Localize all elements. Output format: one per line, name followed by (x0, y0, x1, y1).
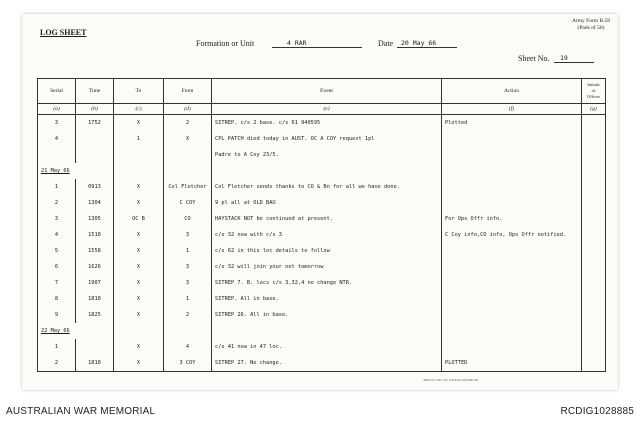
col-letter-a: (a) (38, 104, 76, 115)
date-underline (397, 47, 457, 48)
log-row (38, 355, 606, 372)
cell-serial (38, 147, 76, 163)
cell-action: PLOTTED (442, 355, 582, 372)
log-row (38, 211, 606, 227)
log-row (38, 147, 606, 163)
col-action-header: Action (442, 79, 582, 104)
date-divider: 21 May 66 (38, 163, 114, 179)
cell-to: X (114, 339, 164, 355)
cell-from: 3 COY (164, 355, 212, 372)
cell-time: 1626 (76, 259, 114, 275)
cell-serial: 6 (38, 259, 76, 275)
cell-to: X (114, 195, 164, 211)
col-initials-header: Initials of Officer (582, 79, 606, 104)
sheet-value: 19 (560, 54, 568, 62)
cell-initials (582, 195, 606, 211)
army-form-label (572, 18, 610, 32)
footer-record-id: RCDIG1028885 (560, 406, 634, 417)
cell-action (442, 339, 582, 355)
empty-cell (582, 323, 606, 339)
cell-initials (582, 227, 606, 243)
date-divider-row (38, 323, 606, 339)
cell-from: 1 (164, 243, 212, 259)
cell-time (76, 131, 114, 147)
cell-initials (582, 179, 606, 195)
cell-serial: 4 (38, 227, 76, 243)
empty-cell (164, 163, 212, 179)
cell-from: 2 (164, 115, 212, 132)
cell-event: SITREP 26. All in base. (212, 307, 442, 323)
cell-action (442, 179, 582, 195)
cell-time: 1305 (76, 211, 114, 227)
formation-label: Formation or Unit (196, 39, 255, 48)
formation-value: 4 RAR (287, 39, 307, 47)
cell-action (442, 275, 582, 291)
formation-underline (272, 47, 362, 48)
log-row (38, 259, 606, 275)
cell-to: 1 (114, 131, 164, 147)
log-row (38, 339, 606, 355)
cell-to: X (114, 275, 164, 291)
cell-action: For Ops Offr info. (442, 211, 582, 227)
log-table (37, 78, 606, 372)
cell-action (442, 307, 582, 323)
cell-serial: 5 (38, 243, 76, 259)
cell-initials (582, 355, 606, 372)
log-row (38, 291, 606, 307)
empty-cell (582, 163, 606, 179)
cell-serial: 9 (38, 307, 76, 323)
cell-to: X (114, 259, 164, 275)
cell-from: C COY (164, 195, 212, 211)
page-title: LOG SHEET (40, 28, 87, 37)
empty-cell (212, 323, 442, 339)
cell-to (114, 147, 164, 163)
cell-event: CPL PATCH died today in AUST. OC A COY request 1pl (212, 131, 442, 147)
cell-time: 1510 (76, 227, 114, 243)
cell-time: 1810 (76, 355, 114, 372)
cell-event: SITREP. All in base. (212, 291, 442, 307)
date-divider: 22 May 66 (38, 323, 114, 339)
date-label: Date (378, 39, 394, 48)
log-row (38, 115, 606, 132)
cell-initials (582, 307, 606, 323)
log-row (38, 179, 606, 195)
log-entries (38, 115, 606, 372)
sheet-label: Sheet No. (518, 54, 550, 63)
sheet-underline (554, 62, 594, 63)
cell-from: 3 (164, 227, 212, 243)
col-from-header: From (164, 79, 212, 104)
col-to-header: To (114, 79, 164, 104)
log-row (38, 275, 606, 291)
col-letter-b: (b) (76, 104, 114, 115)
cell-event: SITREP 7. B. locs c/s 3,32,4 no change NTR. (212, 275, 442, 291)
cell-action: C Coy info,CO info, Ops Offr notified. (442, 227, 582, 243)
empty-cell (442, 323, 582, 339)
cell-action (442, 195, 582, 211)
col-letter-e: (e) (212, 104, 442, 115)
footer-institution: AUSTRALIAN WAR MEMORIAL (6, 406, 156, 417)
empty-cell (164, 323, 212, 339)
date-value: 20 May 66 (401, 39, 437, 47)
col-letter-d: (d) (164, 104, 212, 115)
cell-event: Col Fletcher sends thanks to CO & Bn for all we have done. (212, 179, 442, 195)
empty-cell (212, 163, 442, 179)
cell-time: 1558 (76, 243, 114, 259)
cell-to: X (114, 243, 164, 259)
log-row (38, 243, 606, 259)
cell-time (76, 339, 114, 355)
cell-to: X (114, 227, 164, 243)
log-sheet-page (22, 14, 618, 390)
cell-event: c/s 32 now with c/s 3 (212, 227, 442, 243)
cell-serial: 1 (38, 339, 76, 355)
cell-event: c/s 62 in this loc details to follow (212, 243, 442, 259)
col-letter-f: (f) (442, 104, 582, 115)
col-time-header: Time (76, 79, 114, 104)
cell-event: c/s 32 will join your net tomorrow (212, 259, 442, 275)
cell-from: 3 (164, 275, 212, 291)
col-serial-header: Serial (38, 79, 76, 104)
cell-from: 4 (164, 339, 212, 355)
cell-from: 2 (164, 307, 212, 323)
cell-serial: 1 (38, 179, 76, 195)
cell-event: SITREP 27. No change. (212, 355, 442, 372)
cell-to: OC B (114, 211, 164, 227)
cell-event: SITREP. c/s 2 base. c/s 61 940595 (212, 115, 442, 132)
cell-initials (582, 131, 606, 147)
cell-serial: 4 (38, 131, 76, 147)
cell-to: X (114, 179, 164, 195)
col-event-header: Event (212, 79, 442, 104)
cell-action (442, 147, 582, 163)
cell-to: X (114, 115, 164, 132)
cell-serial: 2 (38, 195, 76, 211)
cell-time: 0913 (76, 179, 114, 195)
log-row (38, 195, 606, 211)
cell-from: CO (164, 211, 212, 227)
cell-time: 1825 (76, 307, 114, 323)
cell-action (442, 243, 582, 259)
cell-action (442, 291, 582, 307)
cell-event: Padre to A Coy 23/5. (212, 147, 442, 163)
cell-action: Plotted (442, 115, 582, 132)
cell-to: X (114, 355, 164, 372)
cell-event: HAYSTACK NOT be continued at present. (212, 211, 442, 227)
cell-time: 1752 (76, 115, 114, 132)
cell-from: X (164, 131, 212, 147)
cell-action (442, 131, 582, 147)
log-row (38, 307, 606, 323)
cell-time: 1304 (76, 195, 114, 211)
cell-initials (582, 147, 606, 163)
col-letter-c: (c) (114, 104, 164, 115)
log-row (38, 131, 606, 147)
cell-from: 3 (164, 259, 212, 275)
cell-event: 9 pl all at OLD BAU (212, 195, 442, 211)
column-header-row (38, 79, 606, 104)
army-form-number: Army Form B.58 (571, 18, 610, 24)
cell-initials (582, 211, 606, 227)
cell-serial: 3 (38, 115, 76, 132)
cell-time: 1810 (76, 291, 114, 307)
log-row (38, 227, 606, 243)
date-divider-row (38, 163, 606, 179)
cell-initials (582, 115, 606, 132)
cell-to: X (114, 291, 164, 307)
cell-from: 1 (164, 291, 212, 307)
col-letter-g: (g) (582, 104, 606, 115)
cell-to: X (114, 307, 164, 323)
empty-cell (114, 323, 164, 339)
cell-initials (582, 243, 606, 259)
empty-cell (114, 163, 164, 179)
army-form-pads: (Pads of 50) (577, 25, 605, 31)
cell-serial: 3 (38, 211, 76, 227)
cell-serial: 7 (38, 275, 76, 291)
cell-time: 1907 (76, 275, 114, 291)
cell-event: c/s 41 now in 47 loc. (212, 339, 442, 355)
cell-from: Col Fletcher (164, 179, 212, 195)
cell-initials (582, 259, 606, 275)
cell-initials (582, 275, 606, 291)
cell-time (76, 147, 114, 163)
cell-serial: 2 (38, 355, 76, 372)
cell-action (442, 259, 582, 275)
empty-cell (442, 163, 582, 179)
print-code: BRO/170 1204 7/97 11M Pads 4/64 PBB 3M (423, 378, 478, 382)
column-letter-row (38, 104, 606, 115)
cell-initials (582, 339, 606, 355)
cell-from (164, 147, 212, 163)
cell-serial: 8 (38, 291, 76, 307)
cell-initials (582, 291, 606, 307)
